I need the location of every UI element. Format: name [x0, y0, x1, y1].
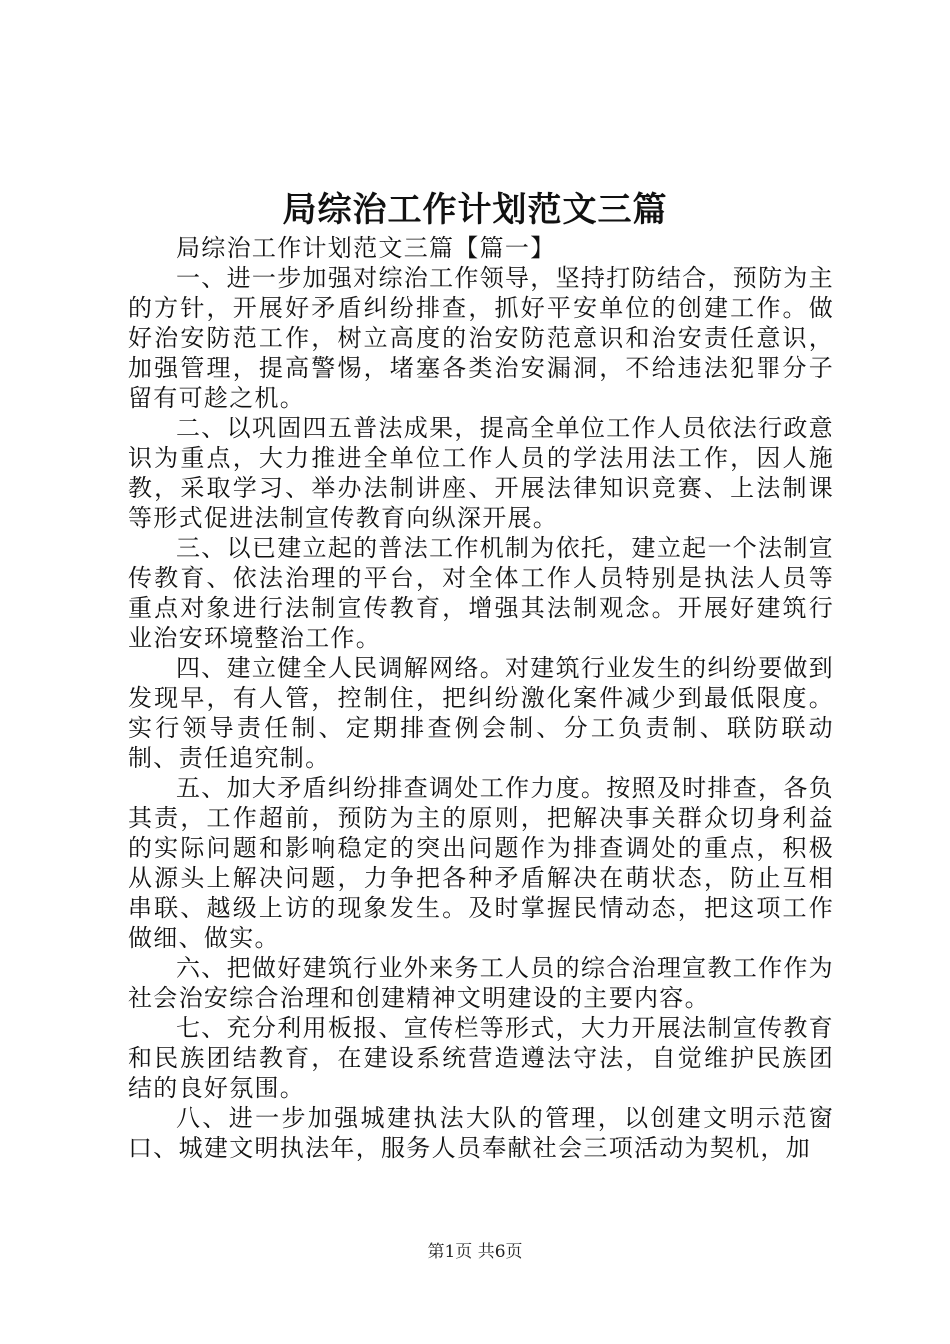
document-title: 局综治工作计划范文三篇 [282, 190, 668, 230]
paragraph-2: 二、以巩固四五普法成果，提高全单位工作人员依法行政意识为重点，大力推进全单位工作人员的学法用法工作，因人施教，采取学习、举办法制讲座、开展法律知识竞赛、上法制课等形式促进法制宣传教育向纵深开展。 [128, 414, 834, 532]
paragraph-6: 六、把做好建筑行业外来务工人员的综合治理宣教工作作为社会治安综合治理和创建精神文明建设的主要内容。 [128, 954, 834, 1012]
paragraph-3: 三、以已建立起的普法工作机制为依托，建立起一个法制宣传教育、依法治理的平台，对全体工作人员特别是执法人员等重点对象进行法制宣传教育，增强其法制观念。开展好建筑行业治安环境整治工作。 [128, 534, 834, 652]
paragraph-7: 七、充分利用板报、宣传栏等形式，大力开展法制宣传教育和民族团结教育，在建设系统营造遵法守法，自觉维护民族团结的良好氛围。 [128, 1014, 834, 1102]
paragraph-4: 四、建立健全人民调解网络。对建筑行业发生的纠纷要做到发现早，有人管，控制住，把纠纷激化案件减少到最低限度。实行领导责任制、定期排查例会制、分工负责制、联防联动制、责任追究制。 [128, 654, 834, 772]
paragraph-1: 一、进一步加强对综治工作领导，坚持打防结合，预防为主的方针，开展好矛盾纠纷排查，抓好平安单位的创建工作。做好治安防范工作，树立高度的治安防范意识和治安责任意识，加强管理，提高警惕，堵塞各类治安漏洞，不给违法犯罪分子留有可趁之机。 [128, 264, 834, 412]
document-body [128, 233, 834, 1163]
document-subtitle: 局综治工作计划范文三篇【篇一】 [176, 234, 556, 262]
page-footer: 第1页 共6页 [427, 1242, 523, 1262]
paragraph-5: 五、加大矛盾纠纷排查调处工作力度。按照及时排查，各负其责，工作超前，预防为主的原则，把解决事关群众切身利益的实际问题和影响稳定的突出问题作为排查调处的重点，积极从源头上解决问题，力争把各种矛盾解决在萌状态，防止互相串联、越级上访的现象发生。及时掌握民情动态，把这项工作做细、做实。 [128, 774, 834, 952]
paragraph-8: 八、进一步加强城建执法大队的管理，以创建文明示范窗口、城建文明执法年，服务人员奉献社会三项活动为契机，加 [128, 1104, 834, 1162]
